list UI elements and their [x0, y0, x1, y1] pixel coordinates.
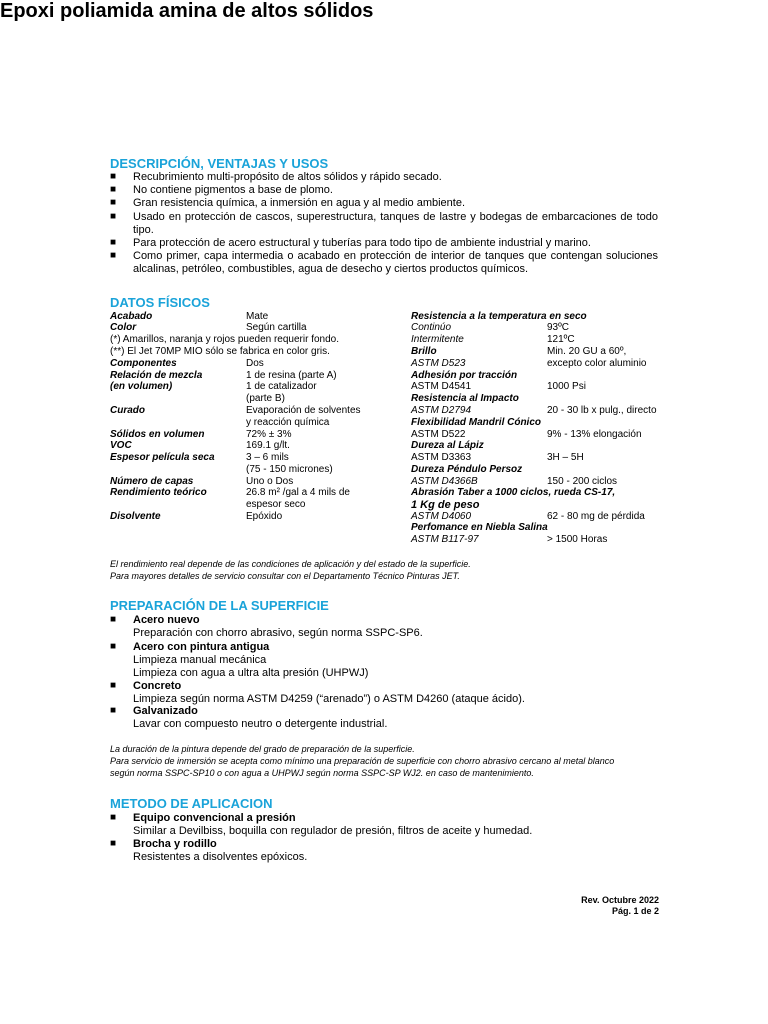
data-label: ASTM D523	[411, 358, 466, 369]
list-item	[110, 614, 658, 640]
bullet-text: Como primer, capa intermedia o acabado en protección de interior de tanques que contengan soluciones alcalinas, petróleo, combustibles, agua de desecho y ciertos productos químicos.	[133, 250, 658, 275]
bullet-item	[110, 184, 658, 197]
bullet-item	[110, 171, 658, 184]
data-value: excepto color aluminio	[547, 358, 647, 369]
data-label: 1 Kg de peso	[411, 499, 480, 511]
data-value: 9% - 13% elongación	[547, 429, 642, 440]
data-label: ASTM D522	[411, 429, 466, 440]
bullet-text: Usado en protección de cascos, superestructura, tanques de lastre y bodegas de embarcaciones de todo tipo.	[133, 211, 658, 236]
data-label: Resistencia al Impacto	[411, 393, 519, 404]
data-value: 121ºC	[547, 334, 575, 345]
data-value: Uno o Dos	[246, 476, 294, 487]
physical-note-1: El rendimiento real depende de las condiciones de aplicación y del estado de la superficie.	[110, 559, 471, 569]
item-content	[133, 838, 658, 864]
item-title: Concreto	[133, 680, 182, 692]
item-content	[133, 812, 658, 838]
bullet-square-icon: ■	[110, 211, 117, 222]
data-label: ASTM D4366B	[411, 476, 478, 487]
data-value: Epóxido	[246, 511, 283, 522]
item-content	[133, 641, 658, 680]
item-content	[133, 680, 658, 706]
data-label: Acabado	[110, 311, 153, 322]
data-label: ASTM D2794	[411, 405, 472, 416]
data-value: espesor seco	[246, 499, 306, 510]
item-title: Brocha y rodillo	[133, 838, 217, 850]
bullet-item	[110, 197, 658, 210]
item-line: Limpieza con agua a ultra alta presión (UHPWJ)	[133, 667, 369, 679]
data-label: Brillo	[411, 346, 437, 357]
item-content	[133, 614, 658, 640]
physical-note-2: Para mayores detalles de servicio consultar con el Departamento Técnico Pinturas JET.	[110, 571, 460, 581]
bullet-square-icon: ■	[110, 237, 117, 248]
data-label: Curado	[110, 405, 145, 416]
data-value: 62 - 80 mg de pérdida	[547, 511, 645, 522]
data-label: Dureza Péndulo Persoz	[411, 464, 523, 475]
data-label: Disolvente	[110, 511, 161, 522]
data-value: 3 – 6 mils	[246, 452, 289, 463]
data-value: 3H – 5H	[547, 452, 584, 463]
data-label: Resistencia a la temperatura en seco	[411, 311, 587, 322]
item-line: Preparación con chorro abrasivo, según norma SSPC-SP6.	[133, 627, 423, 639]
section-heading-preparation: PREPARACIÓN DE LA SUPERFICIE	[110, 598, 329, 613]
item-line: Similar a Devilbiss, boquilla con regulador de presión, filtros de aceite y humedad.	[133, 825, 533, 837]
data-label: Espesor película seca	[110, 452, 215, 463]
item-line: Limpieza manual mecánica	[133, 654, 267, 666]
data-label: Color	[110, 322, 137, 333]
data-label: Intermitente	[411, 334, 464, 345]
list-item	[110, 680, 658, 706]
data-label: Dureza al Lápiz	[411, 440, 484, 451]
bullet-square-icon: ■	[110, 705, 117, 716]
data-value: (75 - 150 micrones)	[246, 464, 333, 475]
data-label: (en volumen)	[110, 381, 173, 392]
bullet-text: Gran resistencia química, a inmersión en agua y al medio ambiente.	[133, 197, 466, 209]
bullet-square-icon: ■	[110, 250, 117, 261]
data-label: Flexibilidad Mandril Cónico	[411, 417, 542, 428]
list-item	[110, 705, 658, 731]
data-label: Componentes	[110, 358, 177, 369]
list-item	[110, 838, 658, 864]
bullet-square-icon: ■	[110, 641, 117, 652]
data-label: Número de capas	[110, 476, 194, 487]
item-line: Limpieza según norma ASTM D4259 (“arenado”) o ASTM D4260 (ataque ácido).	[133, 693, 525, 705]
bullet-square-icon: ■	[110, 614, 117, 625]
bullet-item	[110, 250, 658, 276]
item-content	[133, 705, 658, 731]
data-value: 93ºC	[547, 322, 569, 333]
data-label: Perfomance en Niebla Salina	[411, 522, 548, 533]
data-label: ASTM B117-97	[411, 534, 479, 545]
data-label: ASTM D3363	[411, 452, 472, 463]
bullet-text: No contiene pigmentos a base de plomo.	[133, 184, 333, 196]
page-number: Pág. 1 de 2	[611, 906, 659, 916]
data-label: (**) El Jet 70MP MIO sólo se fabrica en color gris.	[110, 346, 330, 357]
data-label: Relación de mezcla	[110, 370, 203, 381]
data-value: 1000 Psi	[547, 381, 586, 392]
bullet-square-icon: ■	[110, 680, 117, 691]
bullet-square-icon: ■	[110, 838, 117, 849]
bullet-item	[110, 237, 658, 250]
bullet-text: Para protección de acero estructural y tuberías para todo tipo de ambiente industrial y marino.	[133, 237, 591, 249]
prep-note-1: La duración de la pintura depende del grado de preparación de la superficie.	[110, 744, 415, 754]
revision-date: Rev. Octubre 2022	[581, 895, 659, 905]
data-value: Evaporación de solventes	[246, 405, 361, 416]
data-value: Min. 20 GU a 60º,	[547, 346, 627, 357]
section-heading-application: METODO DE APLICACION	[110, 796, 273, 811]
data-value: Dos	[246, 358, 264, 369]
data-label: Rendimiento teórico	[110, 487, 207, 498]
bullet-item	[110, 211, 658, 237]
item-line: Lavar con compuesto neutro o detergente industrial.	[133, 718, 388, 730]
data-value: y reacción química	[246, 417, 330, 428]
item-line: Resistentes a disolventes epóxicos.	[133, 851, 308, 863]
item-title: Galvanizado	[133, 705, 198, 717]
data-value: 150 - 200 ciclos	[547, 476, 618, 487]
data-label: (*) Amarillos, naranja y rojos pueden requerir fondo.	[110, 334, 340, 345]
data-value: 26.8 m² /gal a 4 mils de	[246, 487, 350, 498]
data-value: > 1500 Horas	[547, 534, 608, 545]
data-label: Abrasión Taber a 1000 ciclos, rueda CS-17,	[411, 487, 616, 498]
prep-note-3: según norma SSPC-SP10 o con agua a UHPWJ según norma SSPC-SP WJ2. en caso de mantenimiento.	[110, 768, 534, 778]
bullet-square-icon: ■	[110, 171, 117, 182]
prep-note-2: Para servicio de inmersión se acepta como mínimo una preparación de superficie con chorro abrasivo cercano al metal blanco	[110, 756, 615, 766]
section-heading-physical: DATOS FÍSICOS	[110, 295, 210, 310]
list-item	[110, 812, 658, 838]
data-label: ASTM D4541	[411, 381, 472, 392]
data-label: Adhesión por tracción	[411, 370, 518, 381]
bullet-square-icon: ■	[110, 197, 117, 208]
item-title: Equipo convencional a presión	[133, 812, 296, 824]
data-label: ASTM D4060	[411, 511, 472, 522]
bullet-square-icon: ■	[110, 184, 117, 195]
bullet-text: Recubrimiento multi-propósito de altos sólidos y rápido secado.	[133, 171, 442, 183]
list-item	[110, 641, 658, 680]
document-title: Epoxi poliamida amina de altos sólidos	[0, 0, 374, 22]
item-title: Acero con pintura antigua	[133, 641, 270, 653]
data-value: 1 de catalizador	[246, 381, 317, 392]
item-title: Acero nuevo	[133, 614, 200, 626]
data-label: Continúo	[411, 322, 452, 333]
bullet-square-icon: ■	[110, 812, 117, 823]
data-value: Según cartilla	[246, 322, 307, 333]
data-value: (parte B)	[246, 393, 285, 404]
data-value: Mate	[246, 311, 269, 322]
data-label: Sólidos en volumen	[110, 429, 205, 440]
data-value: 72% ± 3%	[246, 429, 292, 440]
data-value: 20 - 30 lb x pulg., directo	[547, 405, 657, 416]
data-label: VOC	[110, 440, 132, 451]
data-value: 1 de resina (parte A)	[246, 370, 337, 381]
section-heading-description: DESCRIPCIÓN, VENTAJAS Y USOS	[110, 156, 329, 171]
data-value: 169.1 g/lt.	[246, 440, 290, 451]
